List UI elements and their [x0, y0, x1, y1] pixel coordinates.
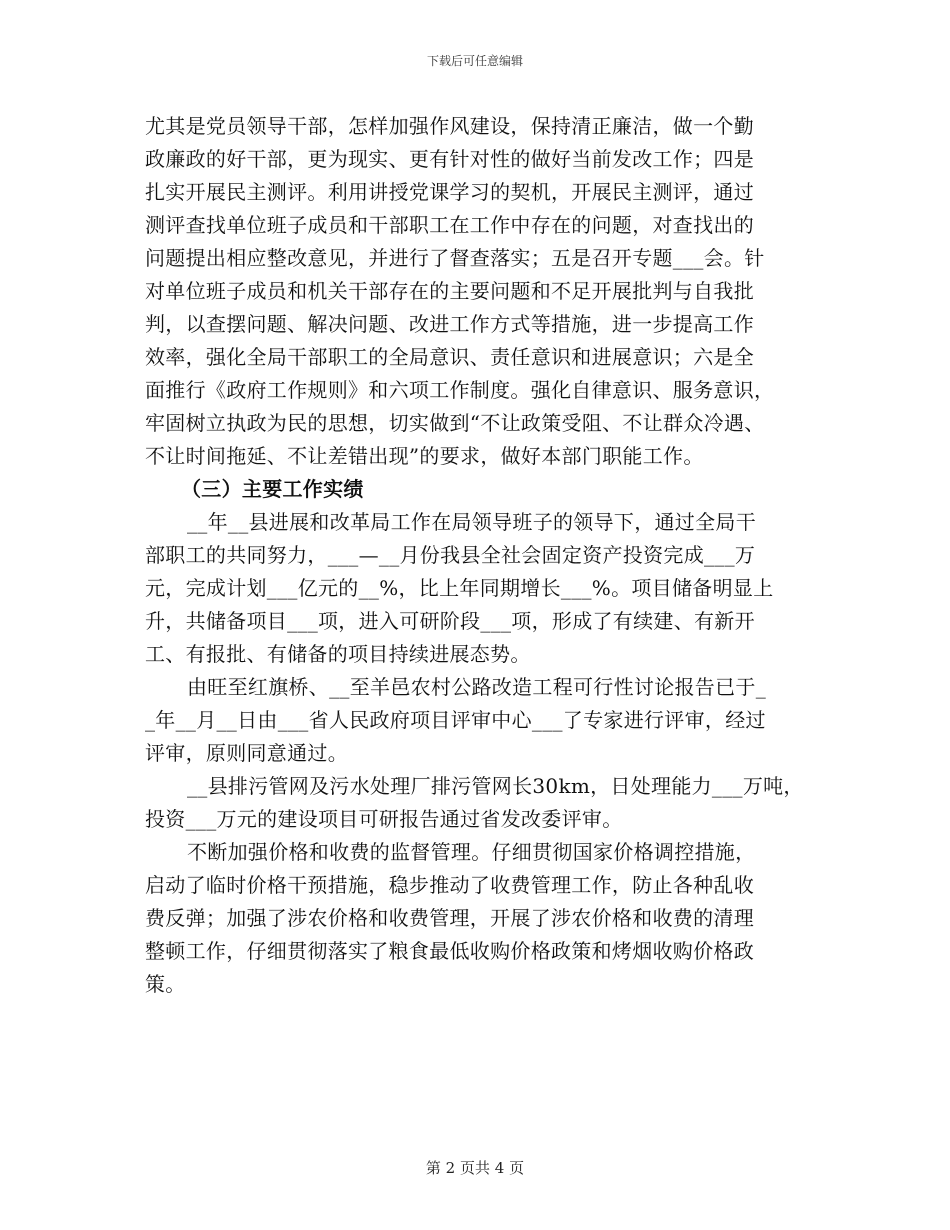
section-heading: （三）主要工作实绩: [181, 477, 364, 501]
body-line: 尤其是党员领导干部，怎样加强作风建设，保持清正廉洁，做一个勤: [145, 114, 754, 138]
body-line: 对单位班子成员和机关干部存在的主要问题和不足开展批判与自我批: [145, 279, 754, 303]
body-line: 元，完成计划___亿元的__%，比上年同期增长___%。项目储备明显上: [145, 576, 774, 600]
body-line: 升，共储备项目___项，进入可研阶段___项，形成了有续建、有新开: [145, 609, 755, 633]
body-line: 费反弹；加强了涉农价格和收费管理，开展了涉农价格和收费的清理: [145, 906, 754, 930]
body-line: 问题提出相应整改意见，并进行了督查落实；五是召开专题___会。针: [145, 246, 765, 270]
body-line: 扎实开展民主测评。利用讲授党课学习的契机，开展民主测评，通过: [145, 180, 754, 204]
body-line: 整顿工作，仔细贯彻落实了粮食最低收购价格政策和烤烟收购价格政: [145, 939, 754, 963]
body-line: 效率，强化全局干部职工的全局意识、责任意识和进展意识；六是全: [145, 345, 754, 369]
document-body: [145, 110, 825, 1001]
body-line: 不断加强价格和收费的监督管理。仔细贯彻国家价格调控措施，: [187, 840, 756, 864]
body-line: 政廉政的好干部，更为现实、更有针对性的做好当前发改工作；四是: [145, 147, 754, 171]
body-line: 面推行《政府工作规则》和六项工作制度。强化自律意识、服务意识，: [145, 378, 775, 402]
body-line: 启动了临时价格干预措施，稳步推动了收费管理工作，防止各种乱收: [145, 873, 754, 897]
body-line: 测评查找单位班子成员和干部职工在工作中存在的问题，对查找出的: [145, 213, 754, 237]
body-line: __县排污管网及污水处理厂排污管网长30km，日处理能力___万吨，: [187, 774, 804, 798]
body-line: _年__月__日由___省人民政府项目评审中心___了专家进行评审，经过: [145, 708, 766, 732]
body-line: __年__县进展和改革局工作在局领导班子的领导下，通过全局干: [187, 510, 756, 534]
body-line: 牢固树立执政为民的思想，切实做到“不让政策受阻、不让群众冷遇、: [145, 411, 765, 435]
body-line: 工、有报批、有储备的项目持续进展态势。: [145, 642, 531, 666]
body-line: 部职工的共同努力，___—__月份我县全社会固定资产投资完成___万: [145, 543, 756, 567]
body-line: 判，以查摆问题、解决问题、改进工作方式等措施，进一步提高工作: [145, 312, 754, 336]
page-header: 下载后可任意编辑: [426, 54, 523, 68]
body-line: 不让时间拖延、不让差错出现”的要求，做好本部门职能工作。: [145, 444, 704, 468]
body-line: 投资___万元的建设项目可研报告通过省发改委评审。: [145, 807, 623, 831]
body-line: 由旺至红旗桥、__至羊邑农村公路改造工程可行性讨论报告已于_: [187, 675, 766, 699]
body-line: 策。: [145, 972, 186, 996]
body-line: 评审，原则同意通过。: [145, 741, 348, 765]
page-footer: 第 2 页共 4 页: [425, 1159, 525, 1177]
